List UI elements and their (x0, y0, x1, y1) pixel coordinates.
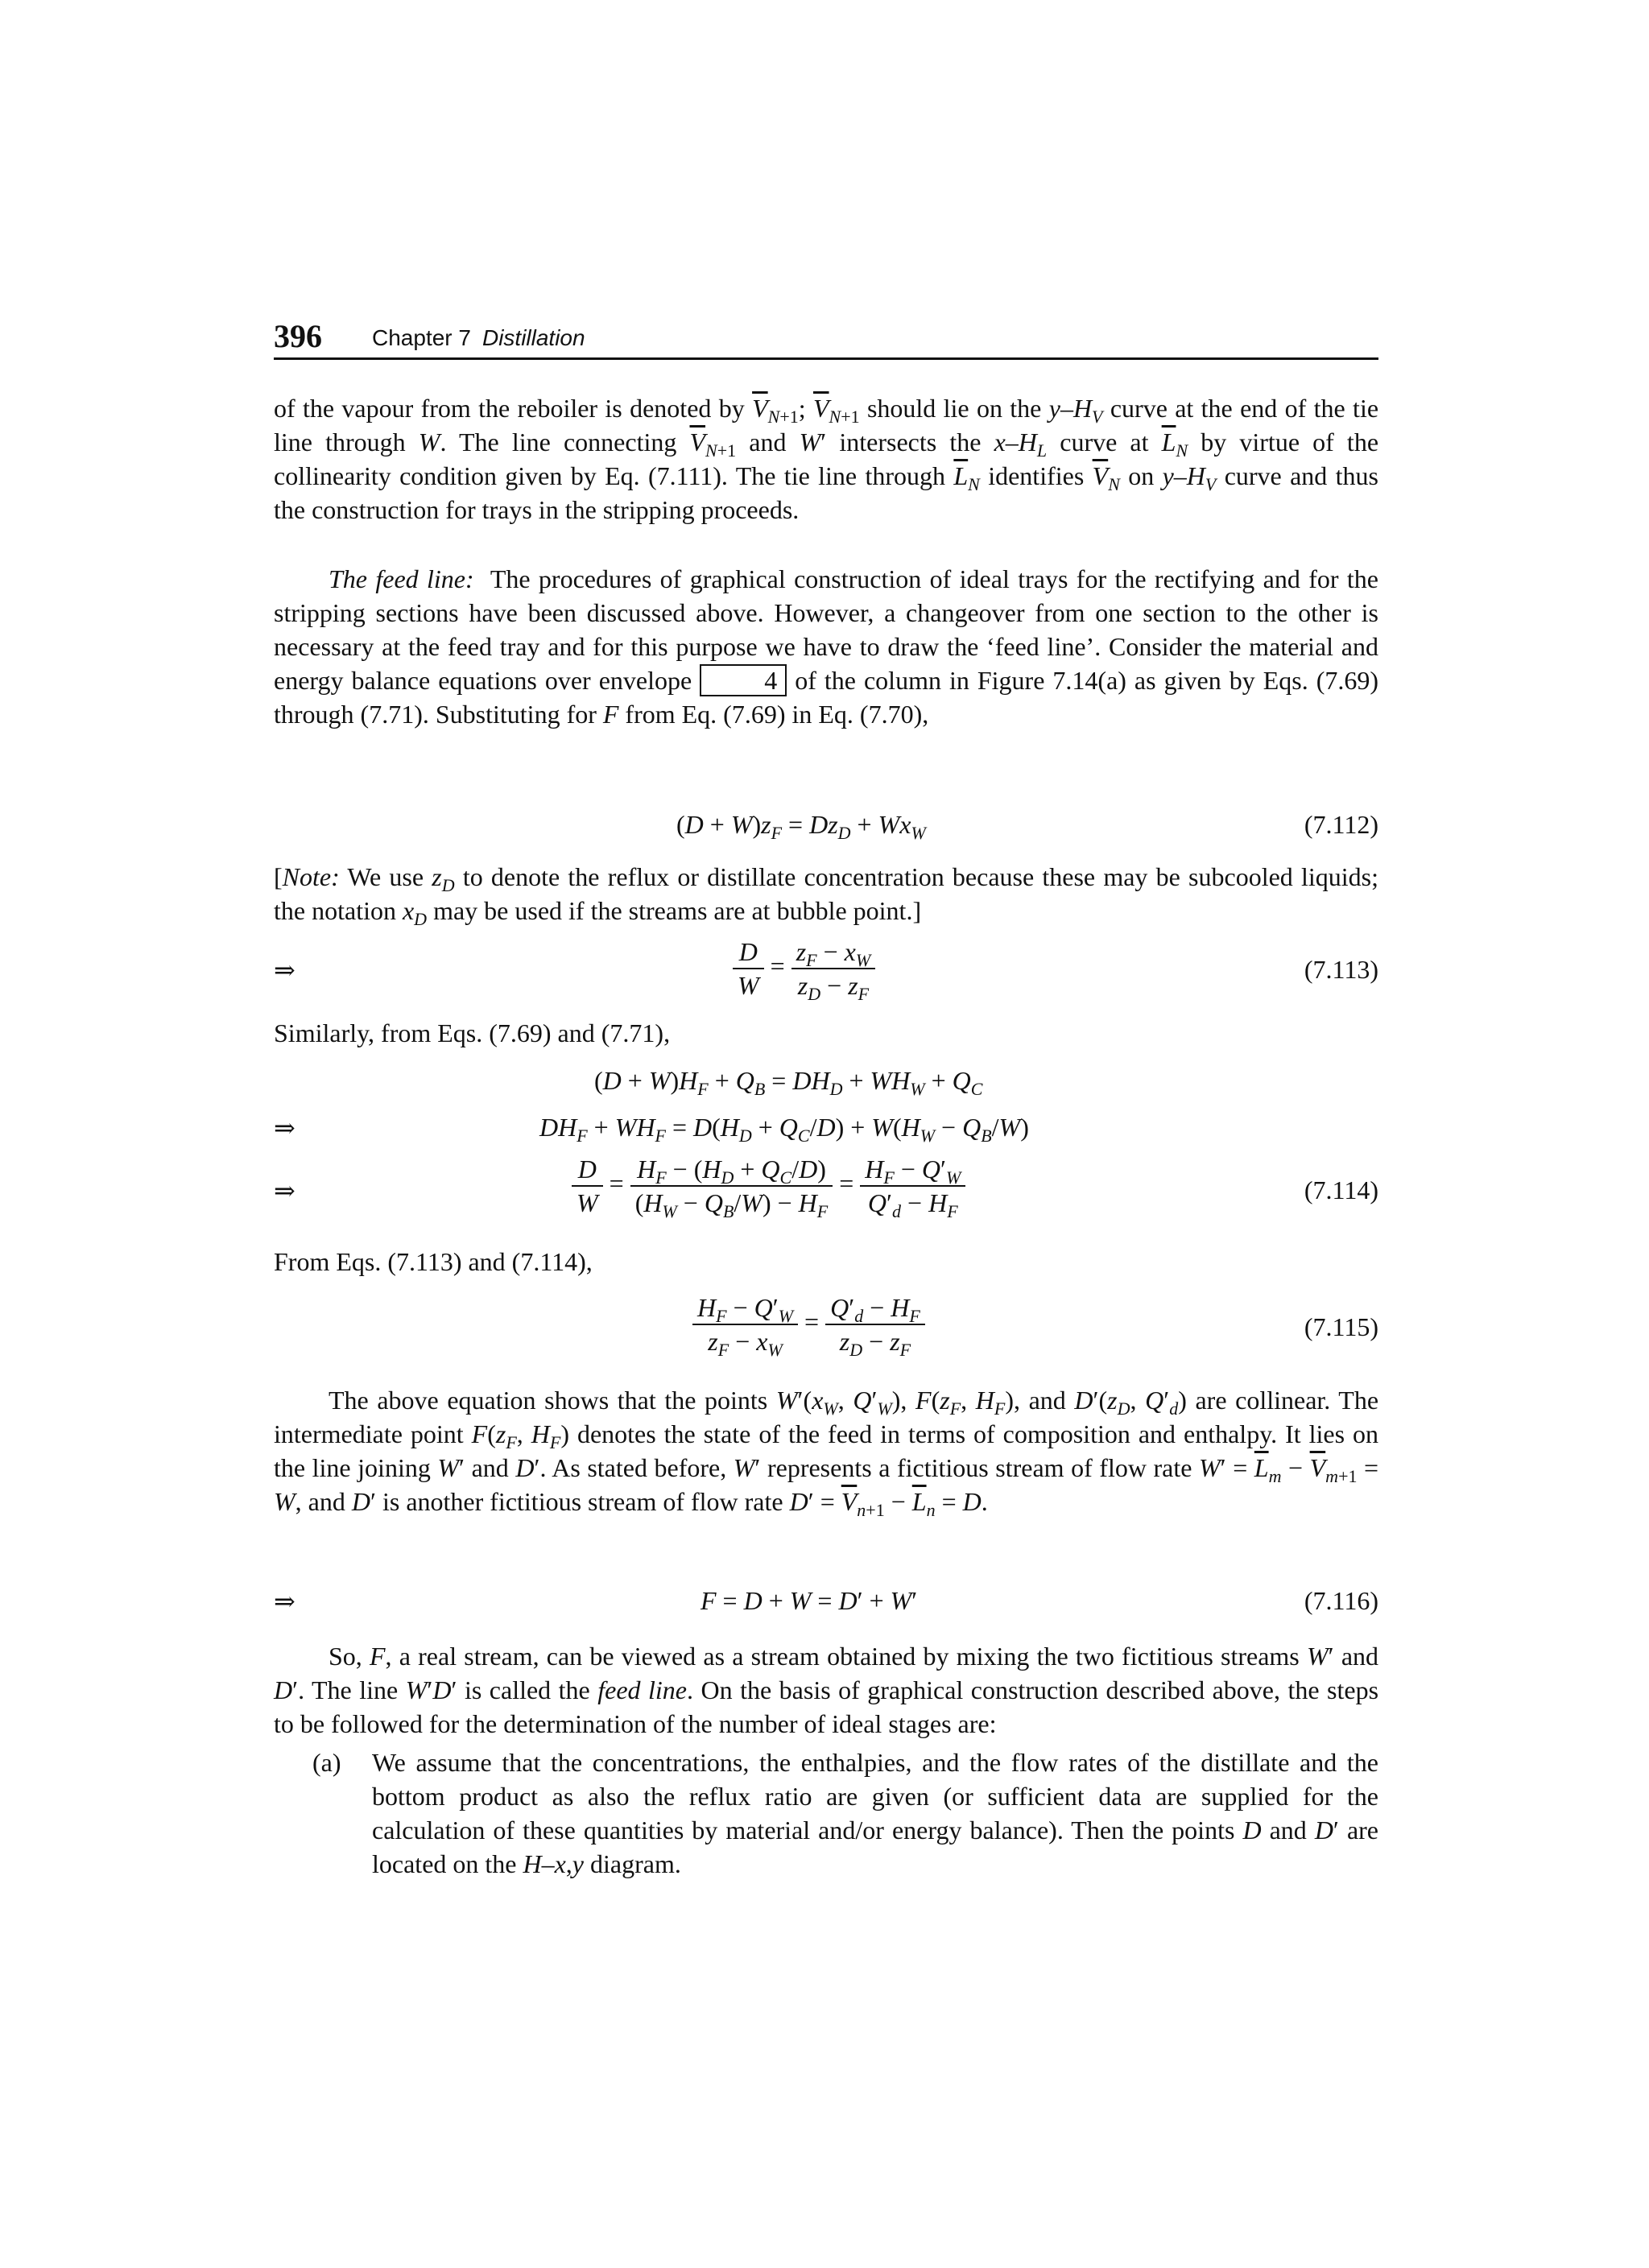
list-item-label: (a) (312, 1748, 341, 1777)
energy-balance-rearranged: ⇒ $DH_F + WH_F = D(H_D + Q_C/D) + W(H_W - Q_B/W)$ (274, 1113, 1029, 1146)
equation-number: (7.115) (1304, 1312, 1378, 1341)
equation-body: $\frac{D}{W}$ = $\frac{z_F - x_W}{z_D - z_F}$ (733, 936, 875, 1002)
running-head (372, 325, 585, 351)
equation-number: (7.114) (1304, 1175, 1378, 1204)
list-item-text: We assume that the concentrations, the enthalpies, and the flow rates of the distillate and the bottom product as also the reflux ratio are given (or sufficient data are supplied for the calculation of these quantities by material and/or energy balance). Then the points D and D′ are located on the H–x,y diagram. (372, 1748, 1379, 1878)
equation-body: F = D + W = D′ + W′ (701, 1586, 918, 1615)
implies-arrow: ⇒ (274, 1176, 295, 1205)
list-item-a (274, 1745, 1378, 1882)
equation-7-115 (274, 1291, 1378, 1369)
equation-7-114 (274, 1153, 1378, 1230)
equation-body: $\frac{H_F - Q'_W}{z_F - x_W}$ = $\frac{Q'_d - H_F}{z_D - z_F}$ (692, 1291, 925, 1357)
implies-arrow: ⇒ (274, 1113, 295, 1142)
equation-number: (7.116) (1304, 1586, 1378, 1615)
feed-line-heading: The feed line: (329, 564, 474, 593)
equation-number: (7.113) (1304, 955, 1378, 984)
feed-line-paragraph: The feed line: The procedures of graphical construction of ideal trays for the rectifying and for the stripping sections have been discussed above. However, a changeover from one section to the other is necessary at the feed tray and for this purpose we have to draw the ‘feed line’. Consider the material and energy balance equations over envelope 4 of the column in Figure 7.14(a) as given by Eqs. (7.69) through (7.71). Substituting for F from Eq. (7.69) in Eq. (7.70), (274, 564, 1379, 729)
chapter-title: Distillation (481, 325, 585, 350)
implies-arrow: ⇒ (274, 956, 295, 985)
equation-body: $(D + W)z_F = Dz_D + Wx_W$ (676, 810, 926, 843)
collinear-paragraph: The above equation shows that the points $W'(x_W$, $Q'_W$), $F(z_F$, $H_F$), and $D'(z_D$, $Q'_d$) are collinear. The intermediate point $F(z_F$, $H_F$) denotes the state of the feed in terms of composition and enthalpy. It lies on the line joining W′ and D′. As stated before, W′ represents a fictitious stream of flow rate $W' = \overline{L}_m - \overline{V}_{m+1} = W$, and D′ is another fictitious stream of flow rate $D' = \overline{V}_{n+1} - \overline{L}_n = D$. (274, 1386, 1379, 1520)
note-paragraph: [Note: We use $z_D$ to denote the reflux or distillate concentration because these may be subcooled liquids; the notation $x_D$ may be used if the streams are at bubble point.] (274, 862, 1379, 929)
envelope-box: 4 (700, 664, 787, 696)
feed-line-definition-paragraph: So, F, a real stream, can be viewed as a stream obtained by mixing the two fictitious streams W′ and D′. The line W′D′ is called the feed line. On the basis of graphical construction described above, the steps to be followed for the determination of the number of ideal stages are: (274, 1642, 1379, 1738)
paragraph-continued: of the vapour from the reboiler is denoted by $\overline{V}_{N+1}$; $\overline{V}_{N+1}$ should lie on the $y-H_V$ curve at the end of the tie line through W. The line connecting $\overline{V}_{N+1}$ and W′ intersects the $x-H_L$ curve at $\overline{L}_N$ by virtue of the collinearity condition given by Eq. (7.111). The tie line through $\overline{L}_N$ identifies $\overline{V}_N$ on $y-H_V$ curve and thus the construction for trays in the stripping proceeds. (274, 394, 1379, 524)
equation-body: $\frac{D}{W}$ = $\frac{H_F - (H_D + Q_C/D)}{(H_W - Q_B/W) - H_F}$ = $\frac{H_F - Q'_W}{Q'_d - H_F}$ (572, 1153, 965, 1219)
page-header (274, 319, 1378, 360)
page-number: 396 (274, 318, 322, 354)
equation-7-112 (274, 810, 1378, 845)
similarly-line: Similarly, from Eqs. (7.69) and (7.71), (274, 1018, 671, 1047)
implies-arrow: ⇒ (274, 1587, 295, 1616)
equation-number: (7.112) (1304, 810, 1378, 839)
equation-7-116 (274, 1586, 1378, 1621)
energy-balance-equation: $(D + W)H_F + Q_B = DH_D + WH_W + Q_C$ (594, 1066, 983, 1099)
chapter-label: Chapter 7 (372, 325, 471, 350)
equation-7-113 (274, 936, 1378, 1011)
from-eqs-line: From Eqs. (7.113) and (7.114), (274, 1247, 593, 1276)
